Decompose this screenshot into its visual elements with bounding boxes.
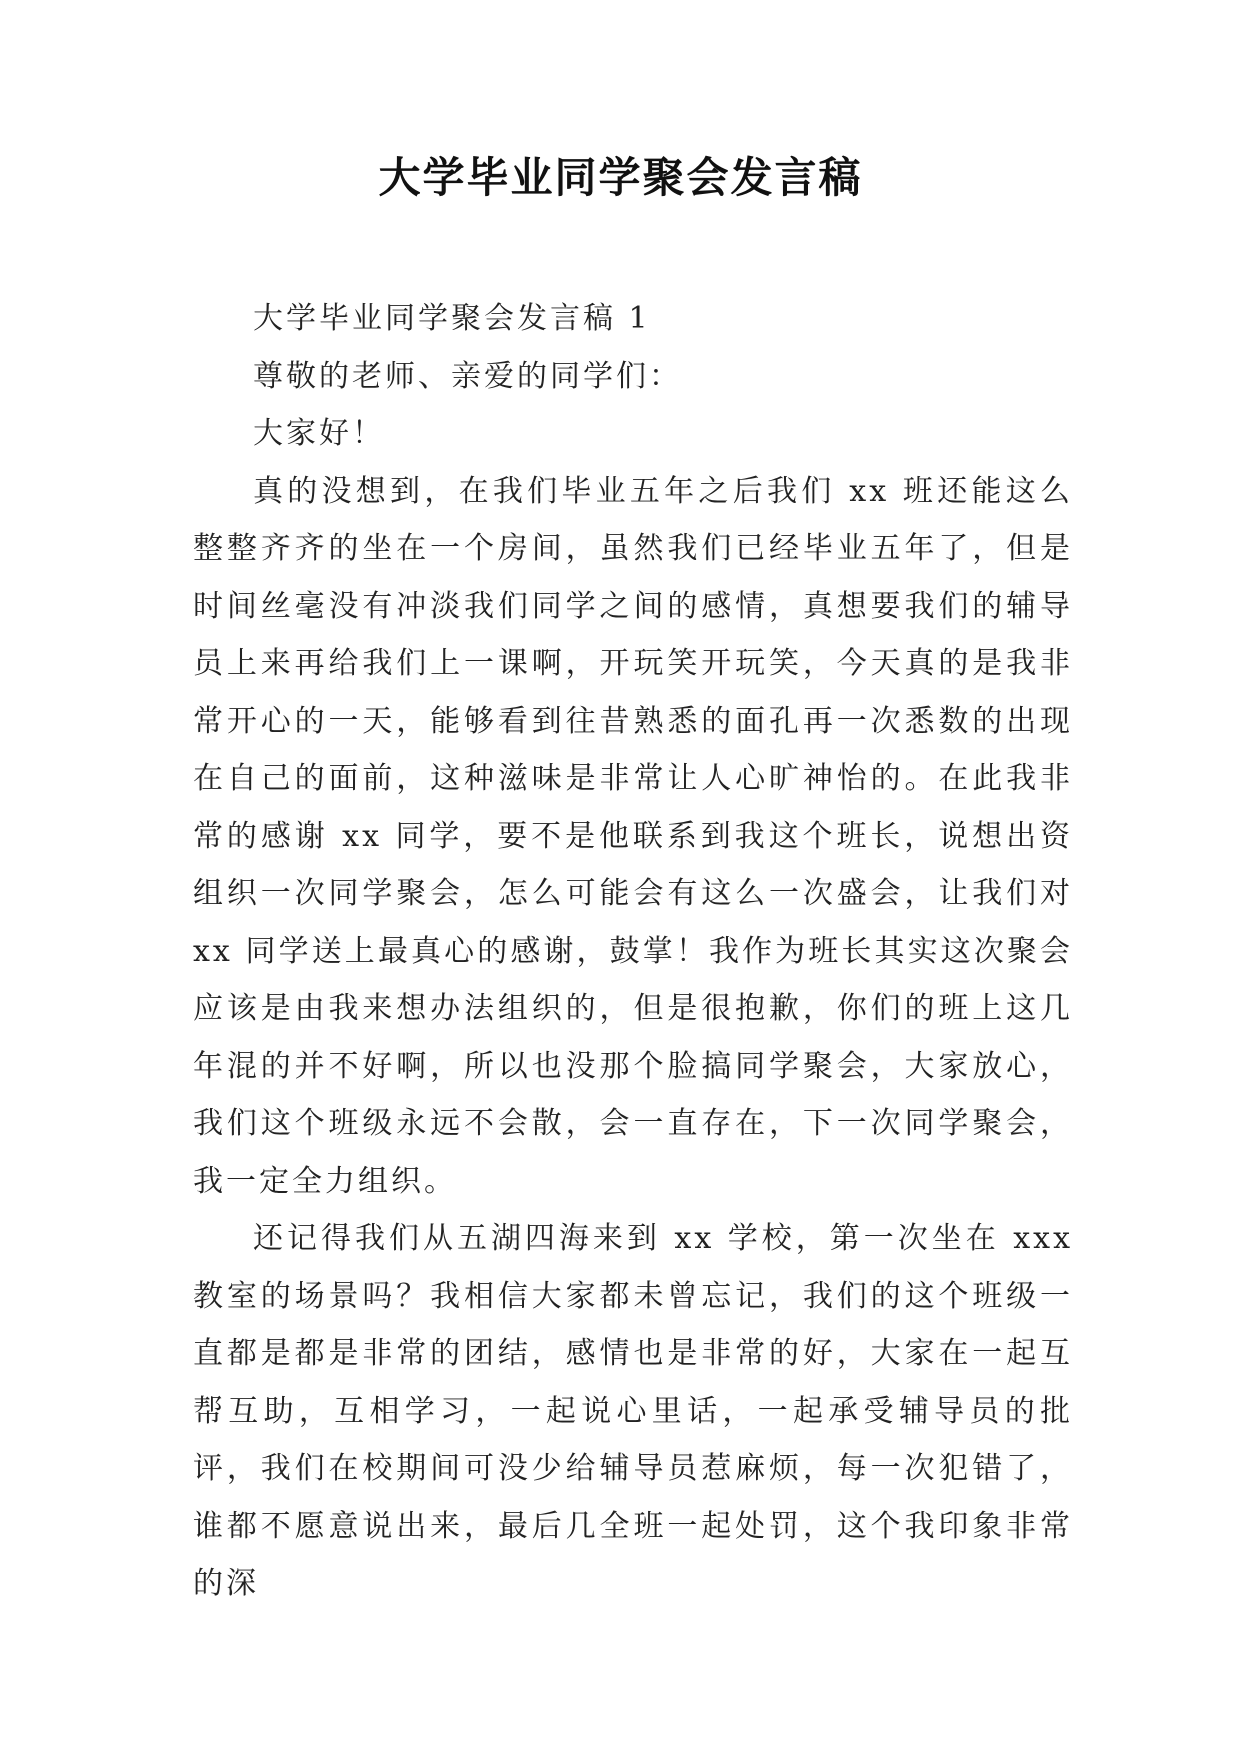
salutation: 尊敬的老师、亲爱的同学们：	[253, 358, 682, 394]
body-paragraph: 真的没想到，在我们毕业五年之后我们 xx 班还能这么整整齐齐的坐在一个房间，虽然我们已经毕业五年了，但是时间丝毫没有冲淡我们同学之间的感情，真想要我们的辅导员上来再给我们上一课啊，开玩笑开玩笑，今天真的是我非常开心的一天，能够看到往昔熟悉的面孔再一次悉数的出现在自己的面前，这种滋味是非常让人心旷神怡的。在此我非常的感谢 xx 同学，要不是他联系到我这个班长，说想出资组织一次同学聚会，怎么可能会有这么一次盛会，让我们对 xx 同学送上最真心的感谢，鼓掌！我作为班长其实这次聚会应该是由我来想办法组织的，但是很抱歉，你们的班上这几年混的并不好啊，所以也没那个脸搞同学聚会，大家放心，我们这个班级永远不会散，会一直存在，下一次同学聚会，我一定全力组织。	[193, 473, 1073, 1199]
section-heading: 大学毕业同学聚会发言稿 1	[253, 301, 651, 336]
greeting: 大家好！	[253, 416, 385, 451]
document-body	[193, 290, 1073, 1613]
body-paragraph: 还记得我们从五湖四海来到 xx 学校，第一次坐在 xxx 教室的场景吗？我相信大家都未曾忘记，我们的这个班级一直都是都是非常的团结，感情也是非常的好，大家在一起互帮互助，互相学习，一起说心里话，一起承受辅导员的批评，我们在校期间可没少给辅导员惹麻烦，每一次犯错了，谁都不愿意说出来，最后几全班一起处罚，这个我印象非常的深	[193, 1221, 1073, 1601]
document-title: 大学毕业同学聚会发言稿	[378, 153, 863, 202]
